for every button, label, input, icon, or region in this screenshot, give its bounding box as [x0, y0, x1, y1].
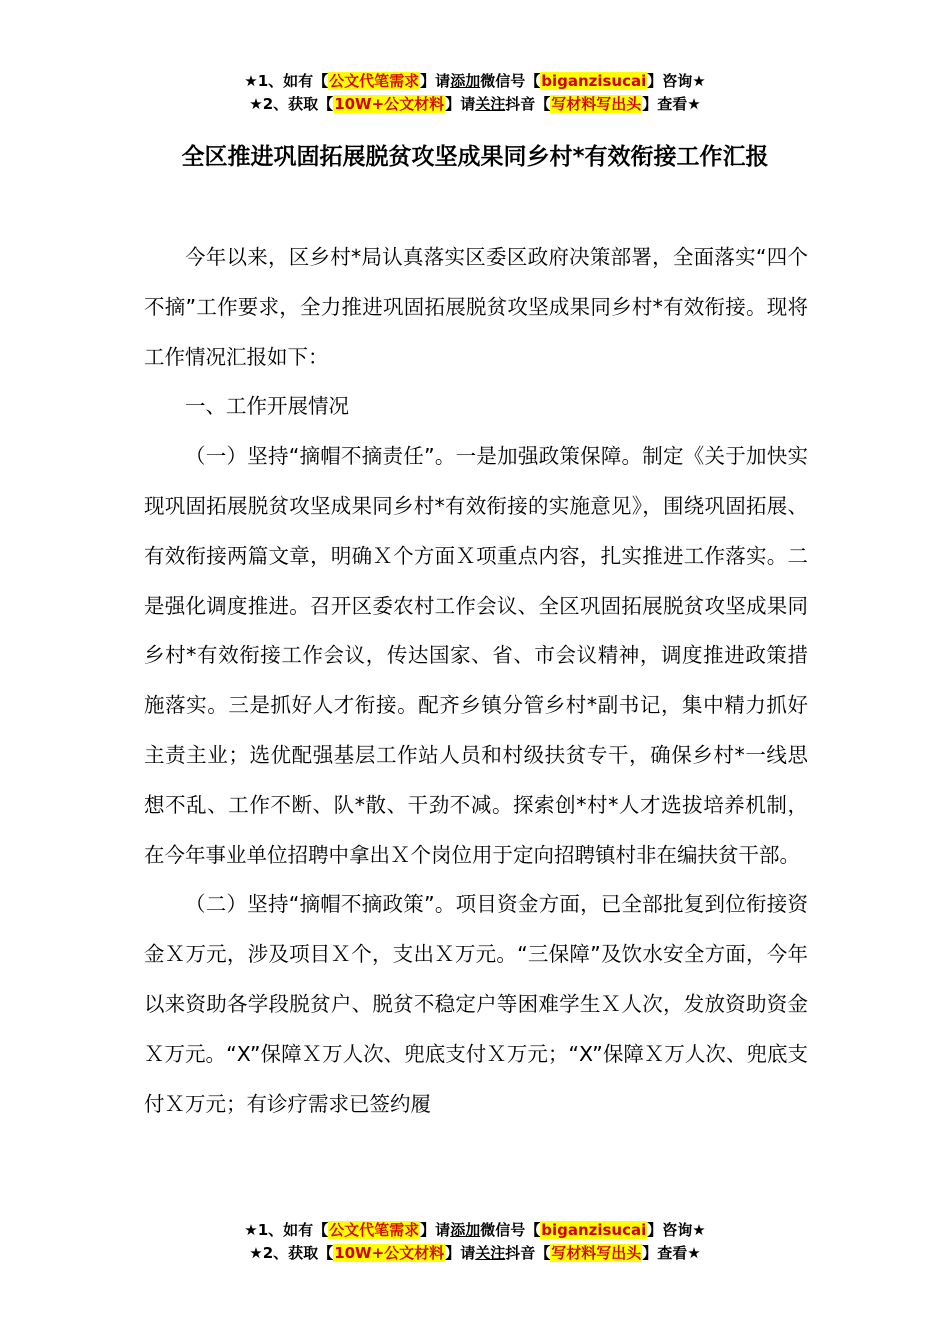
banner-text: ★2、获取【 — [249, 95, 334, 113]
paragraph-section-1: （一）坚持“摘帽不摘责任”。一是加强政策保障。制定《关于加快实现巩固拓展脱贫攻坚成果同乡村*有效衔接的实施意见》，围绕巩固拓展、有效衔接两篇文章，明确Ｘ个方面Ｘ项重点内容，扎实推进工作落实。二是强化调度推进。召开区委农村工作会议、全区巩固拓展脱贫攻坚成果同乡村*有效衔接工作会议，传达国家、省、市会议精神，调度推进政策措施落实。三是抓好人才衔接。配齐乡镇分管乡村*副书记，集中精力抓好主责主业；选优配强基层工作站人员和村级扶贫专干，确保乡村*一线思想不乱、工作不断、队*散、干劲不减。探索创*村*人才选拔培养机制，在今年事业单位招聘中拿出Ｘ个岗位用于定向招聘镇村非在编扶贫干部。 — [144, 444, 808, 867]
banner-underlined: 关注 — [475, 1244, 506, 1262]
banner-text: 】咨询★ — [647, 72, 706, 90]
banner-highlight: 写材料写出头 — [551, 95, 642, 113]
banner-text: 微信号【 — [480, 1221, 541, 1239]
banner-highlight: 写材料写出头 — [551, 1244, 642, 1262]
banner-text: 】查看★ — [642, 95, 701, 113]
section-heading: 一、工作开展情况 — [185, 394, 349, 419]
top-banner — [0, 70, 950, 116]
banner-text: 】请 — [445, 1244, 476, 1262]
banner-text: 】查看★ — [642, 1244, 701, 1262]
banner-text: 】请 — [420, 1221, 451, 1239]
banner-text: 微信号【 — [480, 72, 541, 90]
banner-line-1 — [0, 70, 950, 93]
document-title: 全区推进巩固拓展脱贫攻坚成果同乡村*有效衔接工作汇报 — [181, 144, 769, 170]
banner-highlight: 10W+公文材料 — [334, 95, 445, 113]
banner-text: 抖音【 — [505, 1244, 551, 1262]
banner-text: ★2、获取【 — [249, 1244, 334, 1262]
bottom-banner — [0, 1219, 950, 1265]
banner-highlight: 10W+公文材料 — [334, 1244, 445, 1262]
banner-line-2 — [0, 93, 950, 116]
banner-highlight: biganzisucai — [541, 72, 647, 90]
banner-underlined: 添加 — [450, 1221, 481, 1239]
banner-line-1 — [0, 1219, 950, 1242]
banner-line-2 — [0, 1242, 950, 1265]
paragraph-section-2: （二）坚持“摘帽不摘政策”。项目资金方面，已全部批复到位衔接资金Ｘ万元，涉及项目Ｘ个，支出Ｘ万元。“三保障”及饮水安全方面，今年以来资助各学段脱贫户、脱贫不稳定户等困难学生Ｘ人次，发放资助资金Ｘ万元。“X”保障Ｘ万人次、兜底支付Ｘ万元；“X”保障Ｘ万人次、兜底支付Ｘ万元；有诊疗需求已签约履 — [144, 892, 808, 1116]
banner-text: 】咨询★ — [647, 1221, 706, 1239]
banner-text: ★1、如有【 — [244, 72, 329, 90]
banner-text: 】请 — [445, 95, 476, 113]
banner-text: 】请 — [420, 72, 451, 90]
banner-highlight: 公文代笔需求 — [329, 72, 420, 90]
banner-underlined: 添加 — [450, 72, 481, 90]
banner-highlight: 公文代笔需求 — [329, 1221, 420, 1239]
banner-underlined: 关注 — [475, 95, 506, 113]
banner-text: ★1、如有【 — [244, 1221, 329, 1239]
banner-highlight: biganzisucai — [541, 1221, 647, 1239]
paragraph-intro: 今年以来，区乡村*局认真落实区委区政府决策部署，全面落实“四个不摘”工作要求，全力推进巩固拓展脱贫攻坚成果同乡村*有效衔接。现将工作情况汇报如下： — [144, 245, 808, 369]
document-body — [144, 233, 808, 1129]
banner-text: 抖音【 — [505, 95, 551, 113]
